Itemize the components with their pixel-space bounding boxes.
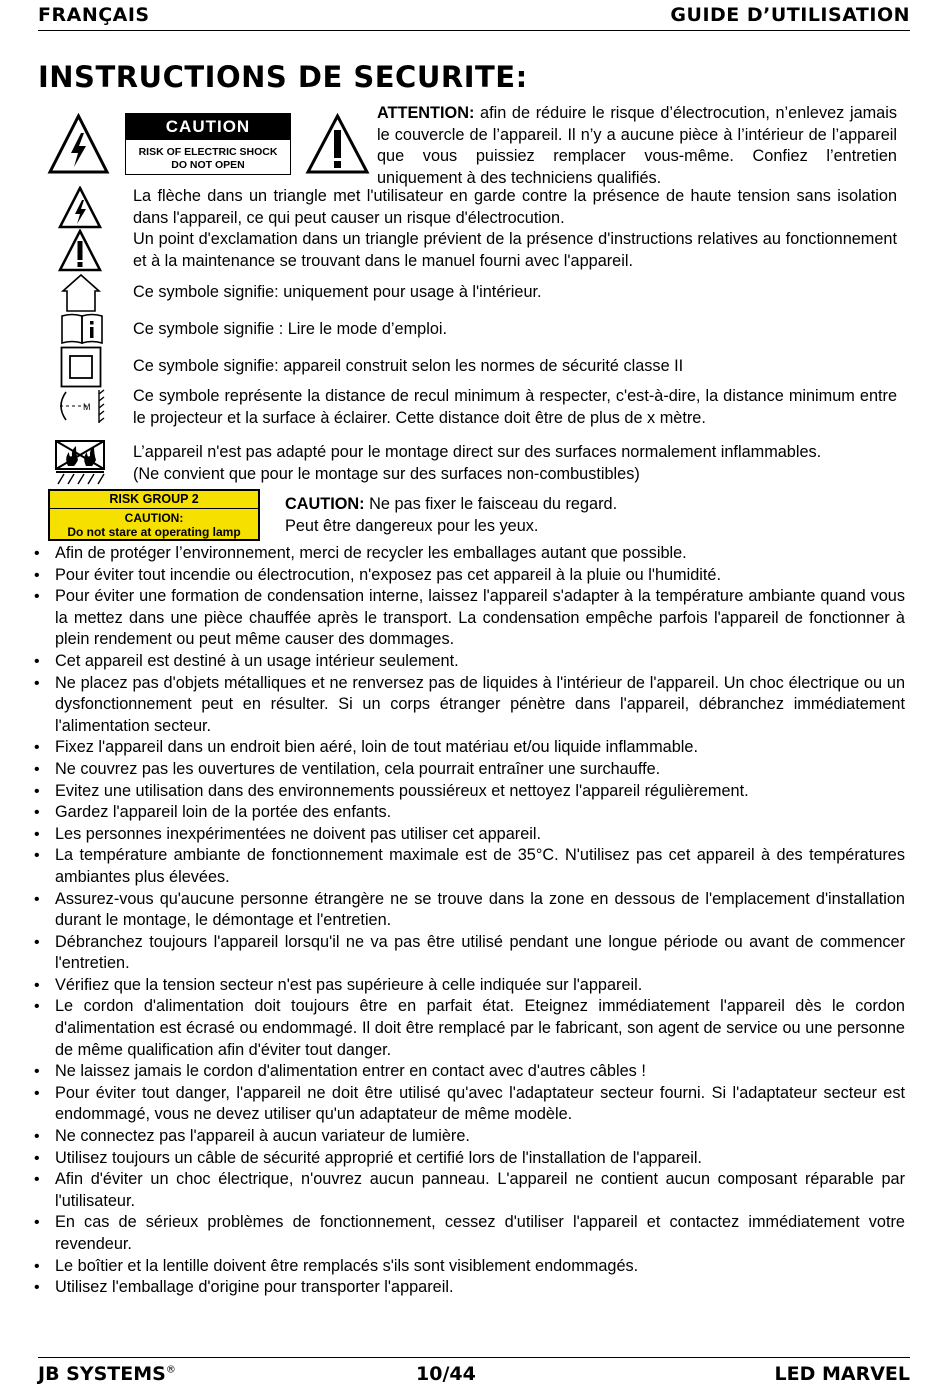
risk-caution-bold: CAUTION: <box>285 495 365 513</box>
indoor-house-icon <box>60 272 102 314</box>
safety-bullet-item: • Vérifiez que la tension secteur n'est pas supérieure à celle indiquée sur l'appareil. <box>30 975 905 997</box>
class-ii-symbol-text: Ce symbole signifie: appareil construit selon les normes de sécurité classe II <box>133 357 684 375</box>
page-footer <box>38 1357 910 1388</box>
header-guide-title: GUIDE D’UTILISATION <box>670 4 910 26</box>
high-voltage-triangle-icon <box>47 113 110 175</box>
footer-product-name: LED MARVEL <box>774 1363 910 1385</box>
safety-bullet-item: • Pour éviter tout incendie ou électrocution, n'exposez pas cet appareil à la pluie ou l'humidité. <box>30 565 905 587</box>
risk-caution-text <box>285 494 785 537</box>
safety-bullet-item: • Ne laissez jamais le cordon d'alimentation entrer en contact avec d'autres câbles ! <box>30 1061 905 1083</box>
safety-bullet-item: • Le cordon d'alimentation doit toujours être en parfait état. Eteignez immédiatement l'appareil dès le cordon d'alimentation est écrasé ou endommagé. Il doit être remplacé par le fabricant, son agent de service ou une personne de même qualification afin d'éviter tout danger. <box>30 996 905 1061</box>
footer-page-number: 10/44 <box>416 1363 476 1385</box>
minimum-distance-icon <box>54 388 108 424</box>
risk-group-caution: CAUTION: <box>124 511 184 525</box>
risk-group-label <box>48 489 260 541</box>
safety-bullet-item: • Pour éviter une formation de condensation interne, laissez l'appareil s'adapter à la température ambiante quand vous la mettez dans une pièce chauffée après le transport. La condensation empêche parfois l'appareil de fonctionner à plein rendement ou peut même causer des dommages. <box>30 586 905 651</box>
safety-bullet-item: • Débranchez toujours l'appareil lorsqu'il ne va pas être utilisé pendant une longue période ou avant de commencer l'entretien. <box>30 932 905 975</box>
safety-bullet-item: • La température ambiante de fonctionnement maximale est de 35°C. N'utilisez pas cet appareil à des températures ambiantes plus élevées. <box>30 845 905 888</box>
header-language: FRANÇAIS <box>38 4 150 26</box>
safety-bullet-item: • En cas de sérieux problèmes de fonctionnement, cessez d'utiliser l'appareil et contactez immédiatement votre revendeur. <box>30 1212 905 1255</box>
safety-bullet-list <box>30 543 905 1299</box>
safety-bullet-item: • Cet appareil est destiné à un usage intérieur seulement. <box>30 651 905 673</box>
attention-paragraph <box>377 103 897 189</box>
flammable-line-1: L’appareil n'est pas adapté pour le montage direct sur des surfaces normalement inflammables. <box>133 443 822 461</box>
caution-label-line1: RISK OF ELECTRIC SHOCK <box>138 146 278 158</box>
page-title: INSTRUCTIONS DE SECURITE: <box>38 60 528 94</box>
manual-symbol-text: Ce symbole signifie : Lire le mode d’emploi. <box>133 320 448 338</box>
safety-bullet-item: • Evitez une utilisation dans des environnements poussiéreux et nettoyez l'appareil régulièrement. <box>30 781 905 803</box>
distance-symbol-text: Ce symbole représente la distance de recul minimum à respecter, c'est-à-dire, la distance minimum entre le projecteur et la surface à éclairer. Cette distance doit être de plus de x mètre. <box>133 387 897 427</box>
arrow-symbol-text: La flèche dans un triangle met l'utilisateur en garde contre la présence de haute tension sans isolation dans l'appareil, ce qui peut causer un risque d'électrocution. <box>133 187 897 227</box>
risk-caution-line2: Peut être dangereux pour les yeux. <box>285 516 539 535</box>
footer-brand <box>38 1363 176 1385</box>
caution-shock-label <box>125 113 291 175</box>
safety-bullet-item: • Ne placez pas d'objets métalliques et ne renversez pas de liquides à l'intérieur de l'appareil. Un choc électrique ou un dysfonctionnement peut en résulter. Si un corps étranger pénètre dans l'appareil, débranchez immédiatement l'alimentation secteur. <box>30 673 905 738</box>
risk-group-warning: Do not stare at operating lamp <box>67 525 241 539</box>
flammable-line-2: (Ne convient que pour le montage sur des surfaces non-combustibles) <box>133 464 640 483</box>
footer-registered-mark: ® <box>165 1364 176 1376</box>
exclamation-triangle-icon <box>305 113 370 175</box>
distance-icon-label: M <box>83 402 91 412</box>
attention-text: afin de réduire le risque d’électrocution, n’enlevez jamais le couvercle de l’appareil. Il n’y a aucune pièce à l’intérieur de l’appareil que vous puissiez remplacer vous-même. Confiez l’entretien uniquement à des techniciens qualifiés. <box>377 104 897 187</box>
safety-bullet-item: • Gardez l'appareil loin de la portée des enfants. <box>30 802 905 824</box>
page-header <box>38 2 910 31</box>
caution-label-line2: DO NOT OPEN <box>171 159 245 171</box>
safety-bullet-item: • Utilisez toujours un câble de sécurité approprié et certifié lors de l'installation de l'appareil. <box>30 1148 905 1170</box>
read-manual-icon <box>60 313 104 345</box>
safety-bullet-item: • Afin d'éviter un choc électrique, n'ouvrez aucun panneau. L'appareil ne contient aucun composant réparable par l'utilisateur. <box>30 1169 905 1212</box>
safety-bullet-item: • Ne connectez pas l'appareil à aucun variateur de lumière. <box>30 1126 905 1148</box>
safety-bullet-item: • Fixez l'appareil dans un endroit bien aéré, loin de tout matériau et/ou liquide inflammable. <box>30 737 905 759</box>
footer-brand-text: JB SYSTEMS <box>38 1363 166 1385</box>
flammable-symbol-text <box>133 442 913 485</box>
risk-caution-line1: Ne pas fixer le faisceau du regard. <box>364 495 618 513</box>
risk-group-title: RISK GROUP 2 <box>50 491 258 509</box>
exclamation-symbol-text: Un point d'exclamation dans un triangle prévient de la présence d'instructions relatives au fonctionnement et à la maintenance se trouvant dans le manuel fourni avec l'appareil. <box>133 230 897 270</box>
not-flammable-surface-icon <box>54 438 106 488</box>
safety-bullet-item: • Ne couvrez pas les ouvertures de ventilation, cela pourrait entraîner une surchauffe. <box>30 759 905 781</box>
safety-bullet-item: • Utilisez l'emballage d'origine pour transporter l'appareil. <box>30 1277 905 1299</box>
safety-bullet-item: • Les personnes inexpérimentées ne doivent pas utiliser cet appareil. <box>30 824 905 846</box>
class-ii-icon <box>60 346 102 388</box>
attention-bold: ATTENTION: <box>377 104 475 122</box>
safety-bullet-item: • Afin de protéger l’environnement, merci de recycler les emballages autant que possible. <box>30 543 905 565</box>
high-voltage-triangle-small-icon <box>58 186 102 230</box>
safety-bullet-item: • Le boîtier et la lentille doivent être remplacés s'ils sont visiblement endommagés. <box>30 1256 905 1278</box>
safety-bullet-item: • Assurez-vous qu'aucune personne étrangère ne se trouve dans la zone en dessous de l'emplacement d'installation durant le montage, le démontage et l'entretien. <box>30 889 905 932</box>
caution-label-title: CAUTION <box>126 114 290 140</box>
safety-bullet-item: • Pour éviter tout danger, l'appareil ne doit être utilisé qu'avec l'adaptateur secteur fourni. Si l'adaptateur secteur est endommagé, vous ne devez utiliser qu'un adaptateur de même modèle. <box>30 1083 905 1126</box>
exclamation-triangle-small-icon <box>58 229 102 273</box>
indoor-symbol-text: Ce symbole signifie: uniquement pour usage à l'intérieur. <box>133 283 542 301</box>
